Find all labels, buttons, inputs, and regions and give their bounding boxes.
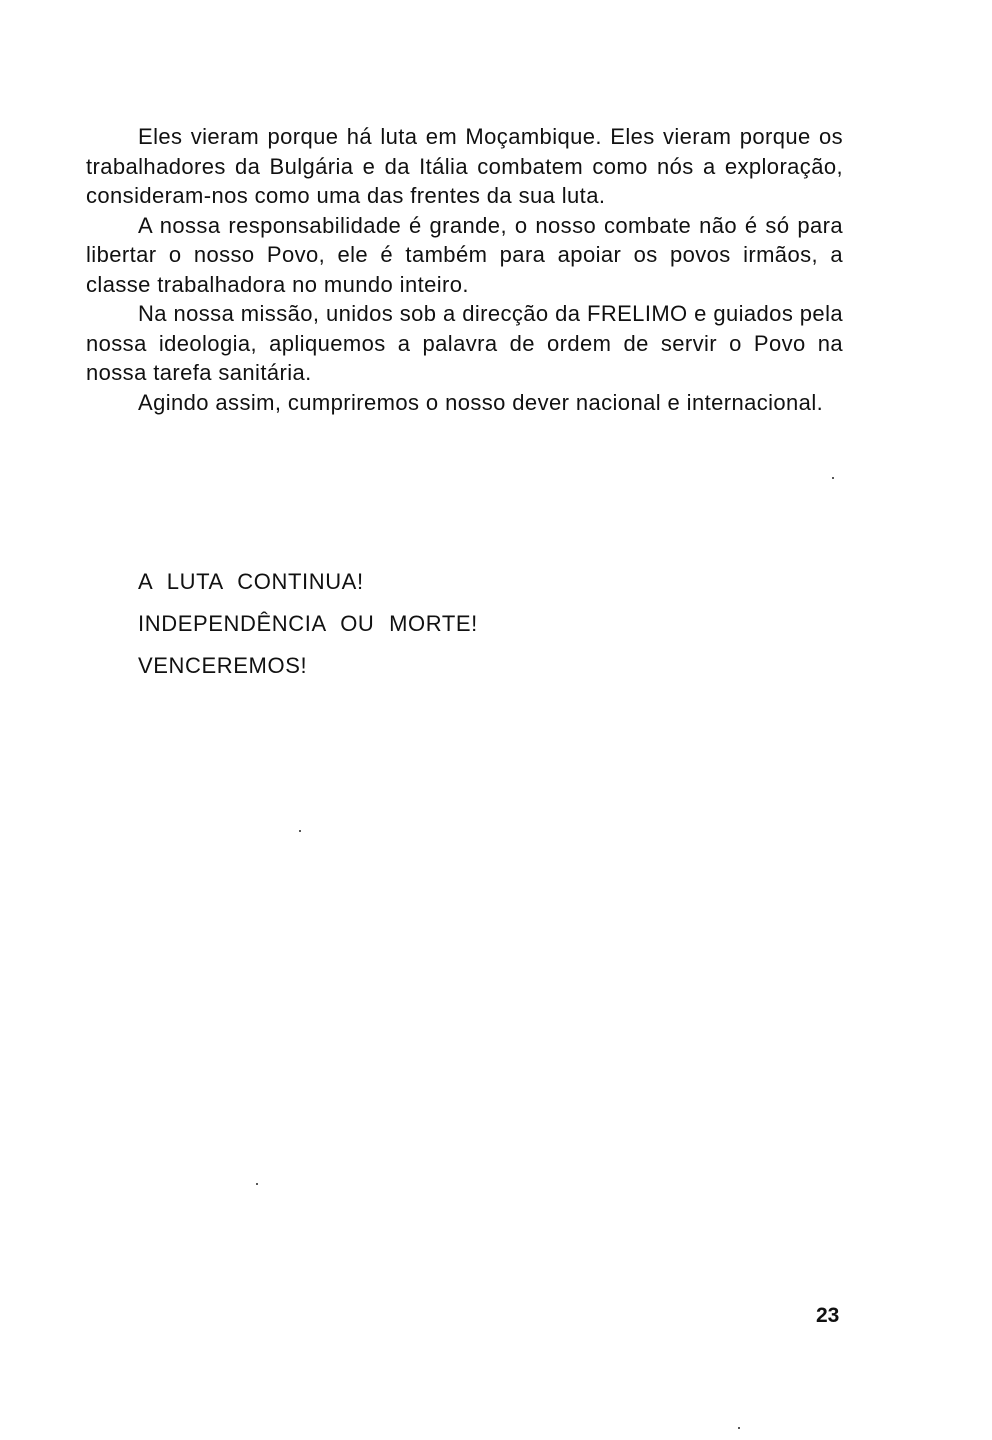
paragraph-3: Na nossa missão, unidos sob a direcção da FRELIMO e guiados pela nossa ideologia, apliquemos a palavra de ordem de servir o Povo na nossa tarefa sanitária. <box>86 301 843 385</box>
paragraph-1: Eles vieram porque há luta em Moçambique. Eles vieram porque os trabalhadores da Bulgária e da Itália combatem como nós a exploração, consideram-nos como uma das frentes da sua luta. <box>86 124 843 208</box>
paragraph-2: A nossa responsabilidade é grande, o nosso combate não é só para libertar o nosso Povo, ele é também para apoiar os povos irmãos, a classe trabalhadora no mundo inteiro. <box>86 212 843 297</box>
slogans <box>138 568 478 694</box>
page-number: 23 <box>816 1304 840 1327</box>
scan-speck <box>832 477 834 479</box>
slogan-1: A LUTA CONTINUA! <box>138 569 364 594</box>
slogan-3: VENCEREMOS! <box>138 653 308 678</box>
scan-speck <box>256 1183 258 1185</box>
slogan-2: INDEPENDÊNCIA OU MORTE! <box>138 611 478 636</box>
scan-speck <box>738 1427 740 1429</box>
scan-speck <box>299 830 301 832</box>
paragraph-4: Agindo assim, cumpriremos o nosso dever nacional e internacional. <box>138 389 824 415</box>
body-text <box>86 122 843 417</box>
